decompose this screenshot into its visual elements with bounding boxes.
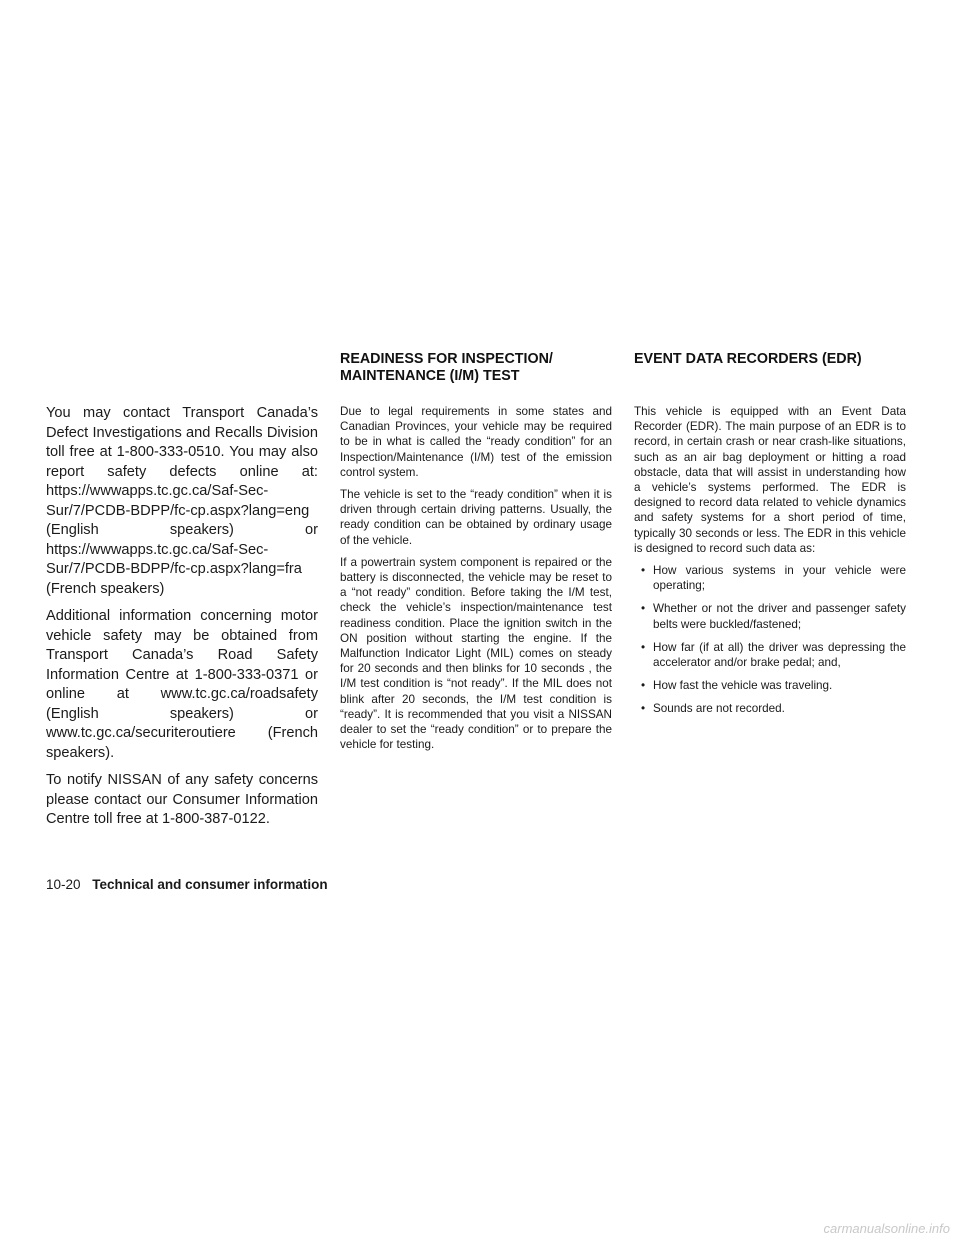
column-contact-info [46, 404, 318, 838]
paragraph-legal-requirements: Due to legal requirements in some states and Canadian Provinces, your vehicle may be required to be in what is called the “ready condition” for an Inspection/Maintenance (I/M) test of the emission control system. [340, 405, 612, 479]
section-heading-edr [634, 351, 906, 385]
section-title: Technical and consumer information [92, 877, 328, 892]
paragraph-transport-canada-contact: You may contact Transport Canada’s Defect Investigations and Recalls Division toll free at 1-800-333-0510. You may also report safety defects online at: https://wwwapps.tc.gc.ca/Saf-Sec-Sur/7/PCDB-BDPP/fc-cp.aspx?lang=eng (English speakers) or https://wwwapps.tc.gc.ca/Saf-Sec-Sur/7/PCDB-BDPP/fc-cp.aspx?lang=fra (French speakers) [46, 405, 318, 597]
edr-data-list [634, 563, 906, 717]
watermark: carmanualsonline.info [823, 1221, 950, 1236]
paragraph-nissan-consumer-centre: To notify NISSAN of any safety concerns please contact our Consumer Information Centre toll free at 1-800-387-0122. [46, 772, 318, 827]
heading-line-2: MAINTENANCE (I/M) TEST [340, 368, 520, 384]
page-footer [46, 876, 328, 894]
paragraph-edr-intro: This vehicle is equipped with an Event Data Recorder (EDR). The main purpose of an EDR is to record, in certain crash or near crash-like situations, such as an air bag deployment or hitting a road obstacle, data that will assist in understanding how a vehicle’s systems performed. The EDR is designed to record data related to vehicle dynamics and safety systems for a short period of time, typically 30 seconds or less. The EDR in this vehicle is designed to record such data as: [634, 405, 906, 555]
list-item: • How various systems in your vehicle were operating; [634, 563, 906, 593]
list-item: • Sounds are not recorded. [634, 701, 906, 716]
column-edr [634, 351, 906, 725]
list-item: • How far (if at all) the driver was depressing the accelerator and/or brake pedal; and, [634, 640, 906, 670]
list-item: • How fast the vehicle was traveling. [634, 678, 906, 693]
heading-line-1: READINESS FOR INSPECTION/ [340, 351, 553, 367]
column-im-test [340, 351, 612, 759]
paragraph-reset-condition: If a powertrain system component is repaired or the battery is disconnected, the vehicle may be reset to a “not ready” condition. Before taking the I/M test, check the vehicle’s inspection/maintenance test readiness condition. Place the ignition switch in the ON position without starting the engine. If the Malfunction Indicator Light (MIL) comes on steady for 20 seconds and then blinks for 10 seconds , the I/M test condition is “not ready”. If the MIL does not blink after 20 seconds, the I/M test condition is “ready”. It is recommended that you visit a NISSAN dealer to set the “ready condition” or to prepare the vehicle for testing. [340, 555, 612, 752]
paragraph-ready-condition: The vehicle is set to the “ready condition” when it is driven through certain driving patterns. Usually, the ready condition can be obtained by ordinary usage of the vehicle. [340, 488, 612, 547]
section-heading-im-test [340, 351, 612, 385]
paragraph-road-safety-info: Additional information concerning motor vehicle safety may be obtained from Transport Canada’s Road Safety Information Centre at 1-800-333-0371 or online at www.tc.gc.ca/roadsafety (English speakers) or www.tc.gc.ca/securiteroutiere (French speakers). [46, 608, 318, 761]
page-number: 10-20 [46, 877, 81, 892]
list-item: • Whether or not the driver and passenger safety belts were buckled/fastened; [634, 601, 906, 631]
heading-line-2-spacer [634, 368, 906, 385]
heading-line-1: EVENT DATA RECORDERS (EDR) [634, 351, 862, 367]
